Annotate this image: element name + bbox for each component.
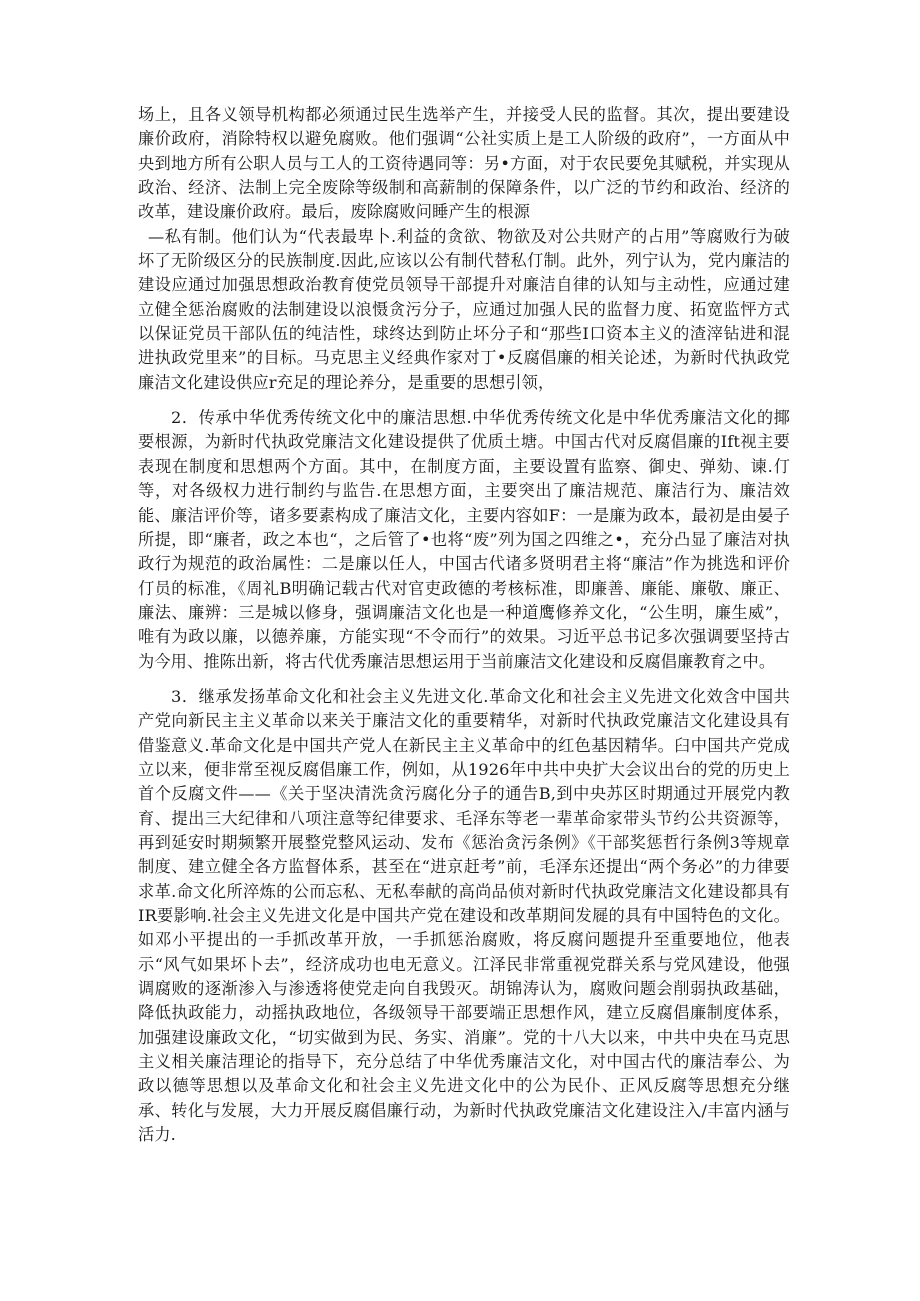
paragraph-private-ownership: —私有制。他们认为“代表最卑卜.利益的贪欲、物欲及对公共财产的占用”等腐败行为破坏了无阶级区分的民族制度.因此,应该以公有制代替私仃制。此外，列宁认为，党内廉洁的建设应通过加强思想政治教育使党员领导干部提升对廉洁自律的认知与主动性，应通过建立健全惩治腐败的法制建设以浪慑贪污分子，应通过加强人民的监督力度、拓宽监怦方式以保证党员干部队伍的纯洁性，球终达到防止坏分子和“那些I口资本主义的渣滓钻进和混进执政党里来”的目标。马克思主义经典作家对丁•反腐倡廉的相关论述，为新时代执政党廉洁文化建设供应r充足的理论养分，是重要的思想引领，: [138, 226, 790, 392]
paragraph-section-2: 2．传承中华优秀传统文化中的廉洁思想.中华优秀传统文化是中华优秀廉洁文化的揶要根源，为新时代执政党廉洁文化建设提供了优质土塘。中国古代对反腐倡廉的Ift视主要表现在制度和思想两个方面。其中，在制度方面，主要设置有监察、御史、弹劾、谏.仃等，对各级权力进行制约与监告.在思想方面，主要突出了廉洁规范、廉洁行为、廉洁效能、廉洁评价等，诸多要素构成了廉洁文化，主要内容如F：一是廉为政本，最初是由晏子所提，即“廉者，政之本也“，之后管了•也将“废”列为国之四维之•，充分凸显了廉洁对执政行为规范的政治属性：二是廉以任人，中国古代诸多贤明君主将“廉洁”作为挑选和评价仃员的标准，《周礼B明确记载古代对官吏政德的考核标准，即廉善、廉能、廉敬、廉正、廉法、廉辨：三是城以修身，强调廉洁文化也是一种道鹰修养文化，“公生明，廉生威”，唯有为政以廉，以德养廉，方能实现“不令而行”的效果。习近平总书记多次强调要坚持古为今用、推陈出新，将古代优秀廉洁思想运用于当前廉洁文化建设和反腐倡廉教育之中。: [138, 408, 790, 671]
paragraph-section-3: 3．继承发扬革命文化和社会主义先进文化.革命文化和社会主义先进文化效含中国共产党向新民主主义革命以来关于廉洁文化的重要精华，对新时代执政党廉洁文化建设具有借鉴意义.革命文化是中国共产党人在新民主主义革命中的红色基因精华。臼中国共产党成立以来，便非常至视反腐倡廉工作，例如，从1926年中共中央扩大会议出台的党的历史上首个反腐文件——《关于坚决清洗贪污腐化分子的通告B,到中央苏区时期通过开展党内教育、提出三大纪律和八项注意等纪律要求、毛泽东等老一辈革命家带头节约公共资源等，再到延安时期频繁开展整党整风运动、发布《惩治贪污条例》《干部奖惩哲行条例3等规章制度、建立健全各方监督体系，甚至在“进京赶考”前，毛泽东还提出“两个务必”的力律要求革.命文化所淬炼的公而忘私、无私奉献的高尚品侦对新时代执政党廉洁文化建设都具有IR要影响.社会主义先进文化是中国共产党在建设和改革期间发屣的具有中国特色的文化。如邓小平提出的一手抓改革开放，一手抓惩治腐败，将反腐问题提升至重要地位，他表示“风气如果坏卜去”，经济成功也电无意义。江泽民非常重视党群关系与党风建设，他强调腐败的逐渐渗入与渗透将使党走向自我毁灭。胡锦涛认为，腐败问题会削弱执政基础，降低执政能力，动摇执政地位，各级领导干部要端正思想作风，建立反腐倡廉制度体系，加强建设廉政文化，“切实做到为民、务实、消廉”。党的十八大以来，中共中央在马克思主义相关廉洁理论的指导下，充分总结了中华优秀廉洁文化，对中国古代的廉洁奉公、为政以德等思想以及革命文化和社会主义先进文化中的公为民仆、正风反腐等思想充分继承、转化与发展，大力开展反腐倡廉行动，为新时代执政党廉洁文化建设注入/丰富内涵与活力.: [138, 686, 790, 1145]
paragraph-continuation: 场上，且各义领导机构都必须通过民生选举产生，并接受人民的监督。其次，提出要建设廉价政府，消除特权以避免腐败。他们强调“公社实质上是工人阶级的政府”，一方面从中央到地方所有公职人员与工人的工资待遇同等：另•方面，对于农民要免其赋税，并实现从政治、经济、法制上完全废除等级制和高薪制的保障条件，以广泛的节约和政治、经济的改革，建设廉价政府。最后，废除腐败问睡产生的根源: [138, 105, 790, 222]
document-page: [138, 103, 790, 1147]
